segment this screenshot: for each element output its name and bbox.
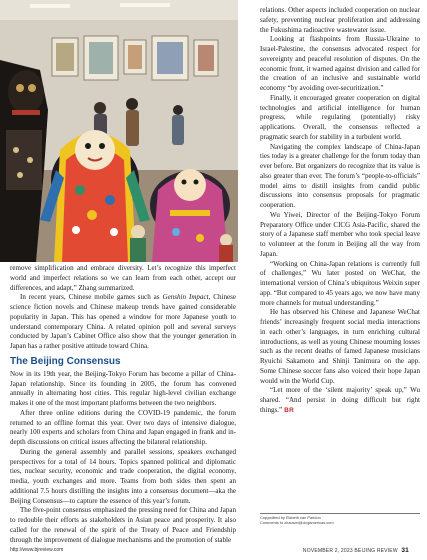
- paragraph: After three online editions during the COVID-19 pandemic, the forum returned to an offline format this year. Over two days of intensive dialogue, nearly 100 experts and scholars from China and Japan engaged in frank and in-depth discussions on critical issues affecting the bilateral relationship.: [10, 408, 236, 446]
- issue-info: [303, 547, 409, 554]
- paragraph: He has observed his Chinese and Japanese WeChat friends’ increasingly frequent social media interactions in each other’s languages, in turn enriching cultural introductions, as well as young Chinese mourning losses such as the recent deaths of famed Japanese musicians Ryuichi Sakamoto and Shinji Tanimura on the app. Some Chinese soccer fans also voiced their hope Japan would win the World Cup.: [260, 308, 420, 385]
- left-column: [10, 264, 236, 545]
- paragraph: Finally, it encouraged greater cooperation on digital technologies and artificial intelligence for human progress, while regulating (potentially) risky applications. Overall, the consensus reflected a pragmatic search for stability in a turbulent world.: [260, 93, 420, 141]
- paragraph: Navigating the complex landscape of China-Japan ties today is a greater challenge for the forum today than ever before. But organizers do recognize that its value is also greater than ever. The forum’s “people-to-officials” model aims to distill insights from candid public discussions into consensus proposals for pragmatic cooperation.: [260, 142, 420, 209]
- website-link[interactable]: http://www.bjreview.com: [10, 547, 64, 553]
- right-column: [260, 6, 420, 416]
- comments-contact: Comments to zhaowei@cicgamericas.com: [260, 519, 334, 525]
- paragraph: “Working on China-Japan relations is currently full of challenges,” Wu later posted on WeChat, the international version of China’s ubiquitous Weixin super app. “But compared to 45 years ago, we now have many more channels for mutual understanding.”: [260, 259, 420, 307]
- final-quote: “Let more of the ‘silent majority’ speak up,” Wu shared. “And persist in doing difficult but right things.”: [260, 386, 420, 414]
- paragraph-games-pre: In recent years, Chinese mobile games such as: [20, 293, 163, 302]
- paragraph: relations. Other aspects included cooperation on nuclear safety, preventing nuclear proliferation and addressing the Fukushima radioactive wastewater issue.: [260, 6, 420, 34]
- paragraph: Wu Yiwei, Director of the Beijing-Tokyo Forum Preparatory Office under CICG Asia-Pacific, shared the story of a Japanese staff member who took special leave to volunteer at the forum in Beijing all the way from Japan.: [260, 210, 420, 258]
- paragraph: Looking at flashpoints from Russia-Ukraine to Israel-Palestine, the consensus advocated respect for sovereignty and peaceful resolution of disputes. On the economic front, it warned against division and called for the creation of an inclusive and sustainable world economy “by avoiding over-securitization.”: [260, 35, 420, 92]
- exhibition-photo-illustration: [0, 0, 238, 262]
- paragraph: remove simplification and embrace diversity. Let’s recognize this imperfect world and imperfect relations so we can learn from each other, accept our differences, and adapt,” Zhang summarized.: [10, 264, 236, 292]
- end-mark: BR: [284, 406, 295, 414]
- paragraph: During the general assembly and parallel sessions, speakers exchanged perspectives for a total of 14 hours. Topics spanned political and diplomatic ties, nuclear security, economic and trade cooperation, the digital economy, media, youth exchanges and more. Teams from both sides then spent an additional 7.5 hours distilling the insights into a consensus document—aka the Beijing Consensus—to capture the essence of this year’s forum.: [10, 447, 236, 505]
- copyright-note: [260, 513, 420, 526]
- exhibition-photo: [0, 0, 238, 262]
- paragraph-games-post: , Chinese science fiction novels and Chinese makeup trends have gained considerable popularity in Japan. This has opened a window for more Japanese youth to understand contemporary China. A related opinion poll and several surveys conducted by Japan’s Cabinet Office also show that the younger generation in Japan has a rather positive attitude toward China.: [10, 293, 236, 350]
- paragraph-games: [10, 293, 236, 352]
- paragraph: Now in its 19th year, the Beijing-Tokyo Forum has become a pillar of China-Japan relationship. Since its founding in 2005, the forum has convened annually in alternating host cities. This regular high-level civilian exchange makes it one of the most important platforms between the two neighbors.: [10, 369, 236, 407]
- issue-date: NOVEMBER 2, 2023 BEIJING REVIEW: [302, 548, 398, 554]
- section-subhead: The Beijing Consensus: [10, 355, 121, 367]
- copyedit-credit: Copyedited by Elsbeth van Paridon: [260, 515, 321, 520]
- page-number: 31: [401, 547, 409, 554]
- game-title: Genshin Impact: [162, 293, 209, 302]
- paragraph: The five-point consensus emphasized the pressing need for China and Japan to redouble their efforts as stakeholders in Asian peace and prosperity. It also called for the renewal of the spirit of the Treaty of Peace and Friendship through the improvement of dialogue mechanisms and the promotion of stable: [10, 506, 236, 544]
- page-footer: [0, 544, 427, 560]
- paragraph-final: [260, 386, 420, 415]
